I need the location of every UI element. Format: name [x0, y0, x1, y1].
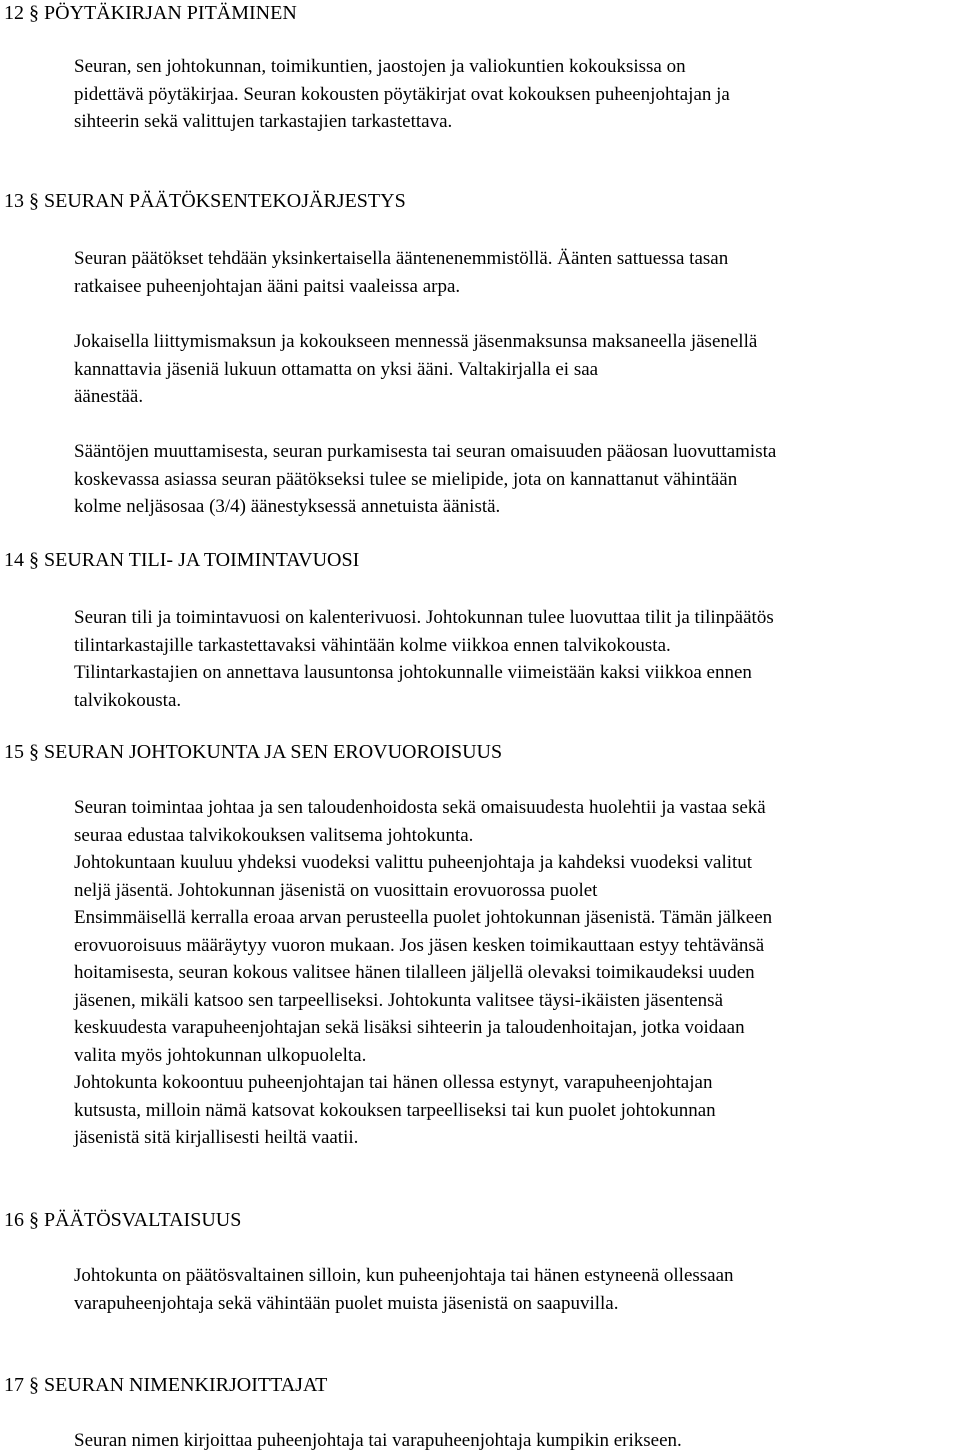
section-heading-17: 17 § SEURAN NIMENKIRJOITTAJAT: [4, 1374, 328, 1396]
paragraph: [74, 794, 958, 1152]
text-line: jäsenistä sitä kirjallisesti heiltä vaatii.: [74, 1127, 359, 1148]
text-line: valita myös johtokunnan ulkopuolelta.: [74, 1044, 367, 1066]
text-line: keskuudesta varapuheenjohtajan sekä lisäksi sihteerin ja taloudenhoitajan, jotka voidaan: [74, 1017, 745, 1038]
text-line: Johtokunta kokoontuu puheenjohtajan tai hänen ollessa estynyt, varapuheenjohtajan: [74, 1072, 713, 1093]
text-line: kutsusta, milloin nämä katsovat kokouksen tarpeelliseksi tai kun puolet johtokunnan: [74, 1099, 716, 1121]
text-line: Tilintarkastajien on annettava lausuntonsa johtokunnalle viimeistään kaksi viikkoa ennen: [74, 662, 752, 683]
text-line: seuraa edustaa talvikokouksen valitsema johtokunta.: [74, 824, 474, 846]
text-line: pidettävä pöytäkirjaa. Seuran kokousten pöytäkirjat ovat kokouksen puheenjohtajan ja: [74, 83, 730, 105]
paragraph: [74, 604, 958, 714]
text-line: Seuran nimen kirjoittaa puheenjohtaja tai varapuheenjohtaja kumpikin erikseen.: [74, 1430, 682, 1451]
text-line: sihteerin sekä valittujen tarkastajien tarkastettava.: [74, 111, 453, 132]
text-line: Sääntöjen muuttamisesta, seuran purkamisesta tai seuran omaisuuden pääosan luovuttamista: [74, 441, 777, 462]
paragraph: [74, 245, 958, 300]
text-line: hoitamisesta, seuran kokous valitsee hänen tilalleen jäljellä olevaksi toimikaudeksi uuden: [74, 962, 755, 983]
paragraph: [74, 53, 958, 136]
text-line: Seuran tili ja toimintavuosi on kalenterivuosi. Johtokunnan tulee luovuttaa tilit ja tilinpäätös: [74, 607, 774, 628]
text-line: kannattavia jäseniä lukuun ottamatta on yksi ääni. Valtakirjalla ei saa: [74, 358, 599, 380]
text-line: Johtokuntaan kuuluu yhdeksi vuodeksi valittu puheenjohtaja ja kahdeksi vuodeksi valitut: [74, 852, 753, 873]
paragraph: [74, 438, 958, 521]
paragraph: [74, 1427, 958, 1455]
text-line: Seuran toimintaa johtaa ja sen taloudenhoidosta sekä omaisuudesta huolehtii ja vastaa sekä: [74, 797, 766, 818]
section-heading-16: 16 § PÄÄTÖSVALTAISUUS: [4, 1209, 242, 1231]
text-line: Seuran, sen johtokunnan, toimikuntien, jaostojen ja valiokuntien kokouksissa on: [74, 56, 686, 77]
text-line: erovuoroisuus määräytyy vuoron mukaan. Jos jäsen kesken toimikauttaan estyy tehtävänsä: [74, 934, 765, 956]
text-line: neljä jäsentä. Johtokunnan jäsenistä on vuosittain erovuorossa puolet: [74, 879, 598, 901]
section-heading-14: 14 § SEURAN TILI- JA TOIMINTAVUOSI: [4, 549, 360, 571]
text-line: jäsenen, mikäli katsoo sen tarpeelliseksi. Johtokunta valitsee täysi-ikäisten jäsentensä: [74, 989, 723, 1011]
section-heading-12: 12 § PÖYTÄKIRJAN PITÄMINEN: [4, 2, 297, 24]
paragraph: [74, 1262, 958, 1317]
text-line: Johtokunta on päätösvaltainen silloin, kun puheenjohtaja tai hänen estyneenä ollessaan: [74, 1265, 734, 1286]
text-line: varapuheenjohtaja sekä vähintään puolet muista jäsenistä on saapuvilla.: [74, 1292, 619, 1314]
text-line: äänestää.: [74, 386, 144, 407]
text-line: ratkaisee puheenjohtajan ääni paitsi vaaleissa arpa.: [74, 275, 461, 297]
text-line: koskevassa asiassa seuran päätökseksi tulee se mielipide, jota on kannattanut vähintään: [74, 468, 738, 490]
text-line: Ensimmäisellä kerralla eroaa arvan perusteella puolet johtokunnan jäsenistä. Tämän jälkeen: [74, 907, 773, 928]
section-heading-15: 15 § SEURAN JOHTOKUNTA JA SEN EROVUOROISUUS: [4, 741, 503, 763]
text-line: Seuran päätökset tehdään yksinkertaisella ääntenenemmistöllä. Äänten sattuessa tasan: [74, 248, 729, 269]
text-line: tilintarkastajille tarkastettavaksi vähintään kolme viikkoa ennen talvikokousta.: [74, 634, 671, 656]
text-line: talvikokousta.: [74, 689, 182, 711]
section-heading-13: 13 § SEURAN PÄÄTÖKSENTEKOJÄRJESTYS: [4, 190, 406, 212]
paragraph: [74, 328, 958, 411]
text-line: kolme neljäsosaa (3/4) äänestyksessä annetuista äänistä.: [74, 496, 501, 517]
text-line: Jokaisella liittymismaksun ja kokoukseen mennessä jäsenmaksunsa maksaneella jäsenellä: [74, 331, 758, 352]
